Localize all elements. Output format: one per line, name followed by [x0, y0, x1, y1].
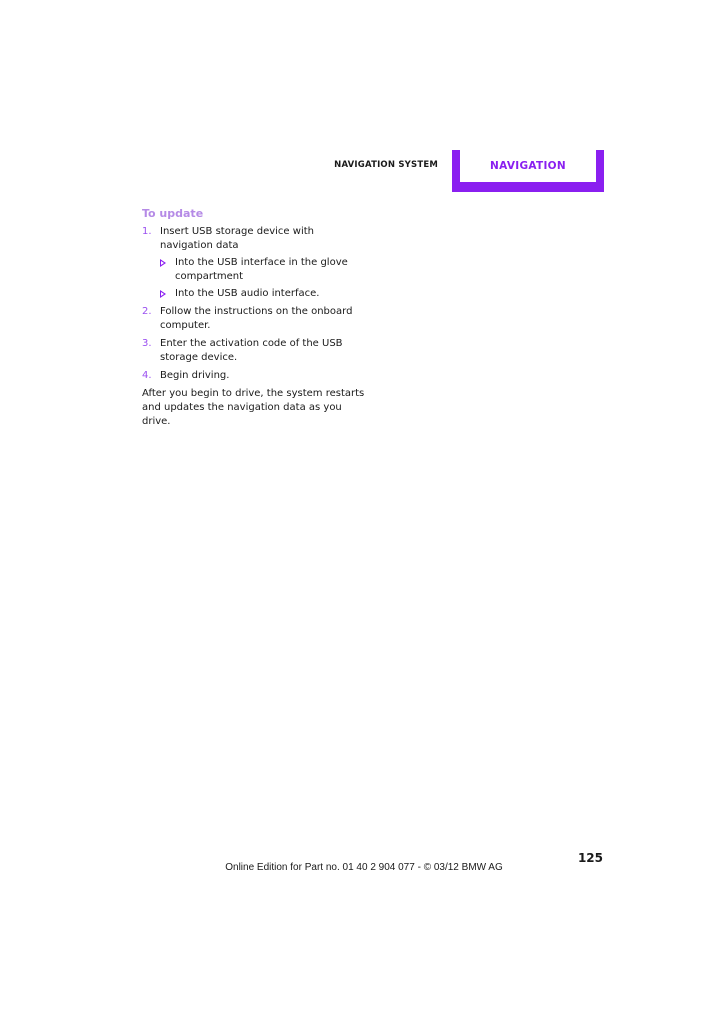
- step-text: Enter the activation code of the USB storage device.: [160, 338, 343, 363]
- main-content: [142, 206, 367, 429]
- step-number: 1.: [142, 226, 152, 237]
- step-text: Follow the instructions on the onboard computer.: [160, 306, 353, 331]
- sub-list-item: [160, 287, 367, 301]
- closing-paragraph: After you begin to drive, the system restarts and updates the navigation data as you drive.: [142, 388, 365, 427]
- sub-list-item: [160, 256, 367, 284]
- chapter-title: NAVIGATION: [490, 160, 566, 172]
- step-number: 3.: [142, 338, 152, 349]
- step-number: 4.: [142, 370, 152, 381]
- chapter-tab-inner: [460, 150, 596, 182]
- sub-item-text: Into the USB interface in the glove compartment: [175, 257, 348, 282]
- chapter-tab: [452, 150, 604, 192]
- list-item: [142, 369, 367, 383]
- section-label: NAVIGATION SYSTEM: [334, 160, 438, 170]
- step-text: Begin driving.: [160, 370, 230, 381]
- list-item: [142, 225, 367, 301]
- sub-item-text: Into the USB audio interface.: [175, 288, 320, 299]
- step-number: 2.: [142, 306, 152, 317]
- step-text: Insert USB storage device with navigation data: [160, 226, 314, 251]
- list-item: [142, 305, 367, 333]
- footer-edition-text: Online Edition for Part no. 01 40 2 904 077 - © 03/12 BMW AG: [225, 862, 503, 873]
- list-item: [142, 337, 367, 365]
- page-number: 125: [577, 851, 603, 865]
- section-heading: To update: [142, 207, 204, 220]
- triangle-bullet-icon: [160, 290, 166, 298]
- triangle-bullet-icon: [160, 259, 166, 267]
